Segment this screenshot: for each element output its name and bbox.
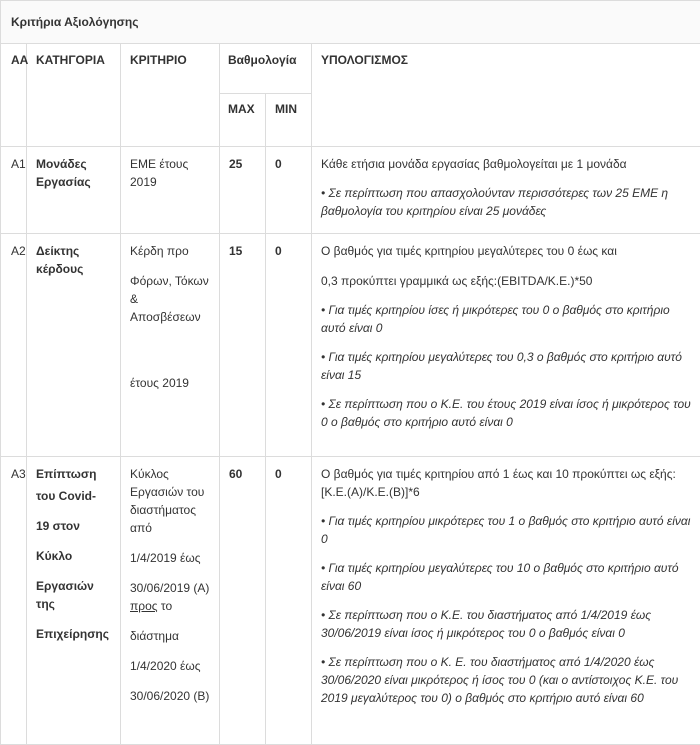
row-aa: A1 [1, 147, 27, 234]
table-row [1, 147, 700, 234]
header-calc: ΥΠΟΛΟΓΙΣΜΟΣ [312, 44, 700, 147]
header-min: MIN [266, 94, 312, 147]
header-aa: ΑΑ [1, 44, 27, 147]
row-category: Δείκτης κέρδους [27, 234, 121, 457]
link-pros: προς [130, 599, 158, 613]
header-criterion: ΚΡΙΤΗΡΙΟ [121, 44, 220, 147]
row-min: 0 [266, 147, 312, 234]
table-title: Κριτήρια Αξιολόγησης [1, 1, 700, 44]
row-min: 0 [266, 457, 312, 745]
row-criterion: Κέρδη προ Φόρων, Τόκων & Αποσβέσεων έτους 2019 [121, 234, 220, 457]
row-calc: Κάθε ετήσια μονάδα εργασίας βαθμολογείται με 1 μονάδα • Σε περίπτωση που απασχολούνταν περισσότερες των 25 ΕΜΕ η βαθμολογία του κριτηρίου είναι 25 μονάδες [312, 147, 700, 234]
row-max: 15 [220, 234, 266, 457]
row-aa: A2 [1, 234, 27, 457]
header-category: ΚΑΤΗΓΟΡΙΑ [27, 44, 121, 147]
row-category: Επίπτωση του Covid- 19 στον Κύκλο Εργασιών της Επιχείρησης [27, 457, 121, 745]
row-calc: Ο βαθμός για τιμές κριτηρίου από 1 έως και 10 προκύπτει ως εξής: [Κ.Ε.(Α)/Κ.Ε.(Β)]*6 • Για τιμές κριτηρίου μικρότερες του 1 ο βαθμός στο κριτήριο αυτό είναι 0 • Για τιμές κριτηρίου μεγαλύτερες του 10 ο βαθμός στο κριτήριο αυτό είναι 60 • Σε περίπτωση που ο Κ.Ε. του διαστήματος από 1/4/2019 έως 30/06/2019 είναι ίσος ή μικρότερος του 0 ο βαθμός είναι 0 • Σε περίπτωση που ο Κ. Ε. του διαστήματος από 1/4/2020 έως 30/06/2020 είναι μικρότερος ή ίσος του 0 (και ο αντίστοιχος Κ.Ε. του 2019 μεγαλύτερος του 0) ο βαθμός στο κριτήριο αυτό είναι 60 [312, 457, 700, 745]
row-criterion: Κύκλος Εργασιών του διαστήματος από 1/4/2019 έως 30/06/2019 (Α) προς το διάστημα 1/4/2020 έως 30/06/2020 (Β) [121, 457, 220, 745]
row-criterion: ΕΜΕ έτους 2019 [121, 147, 220, 234]
row-min: 0 [266, 234, 312, 457]
title-row [1, 1, 700, 44]
table-row [1, 234, 700, 457]
header-row [1, 44, 700, 94]
header-score: Βαθμολογία [220, 44, 312, 94]
header-max: MAX [220, 94, 266, 147]
row-aa: A3 [1, 457, 27, 745]
row-max: 25 [220, 147, 266, 234]
row-category: Μονάδες Εργασίας [27, 147, 121, 234]
row-calc: Ο βαθμός για τιμές κριτηρίου μεγαλύτερες του 0 έως και 0,3 προκύπτει γραμμικά ως εξής:(EBITDA/K.E.)*50 • Για τιμές κριτηρίου ίσες ή μικρότερες του 0 ο βαθμός στο κριτήριο αυτό είναι 0 • Για τιμές κριτηρίου μεγαλύτερες του 0,3 ο βαθμός στο κριτήριο αυτό είναι 15 • Σε περίπτωση που ο Κ.Ε. του έτους 2019 είναι ίσος ή μικρότερος του 0 ο βαθμός στο κριτήριο αυτό είναι 0 [312, 234, 700, 457]
row-max: 60 [220, 457, 266, 745]
table-row [1, 457, 700, 745]
